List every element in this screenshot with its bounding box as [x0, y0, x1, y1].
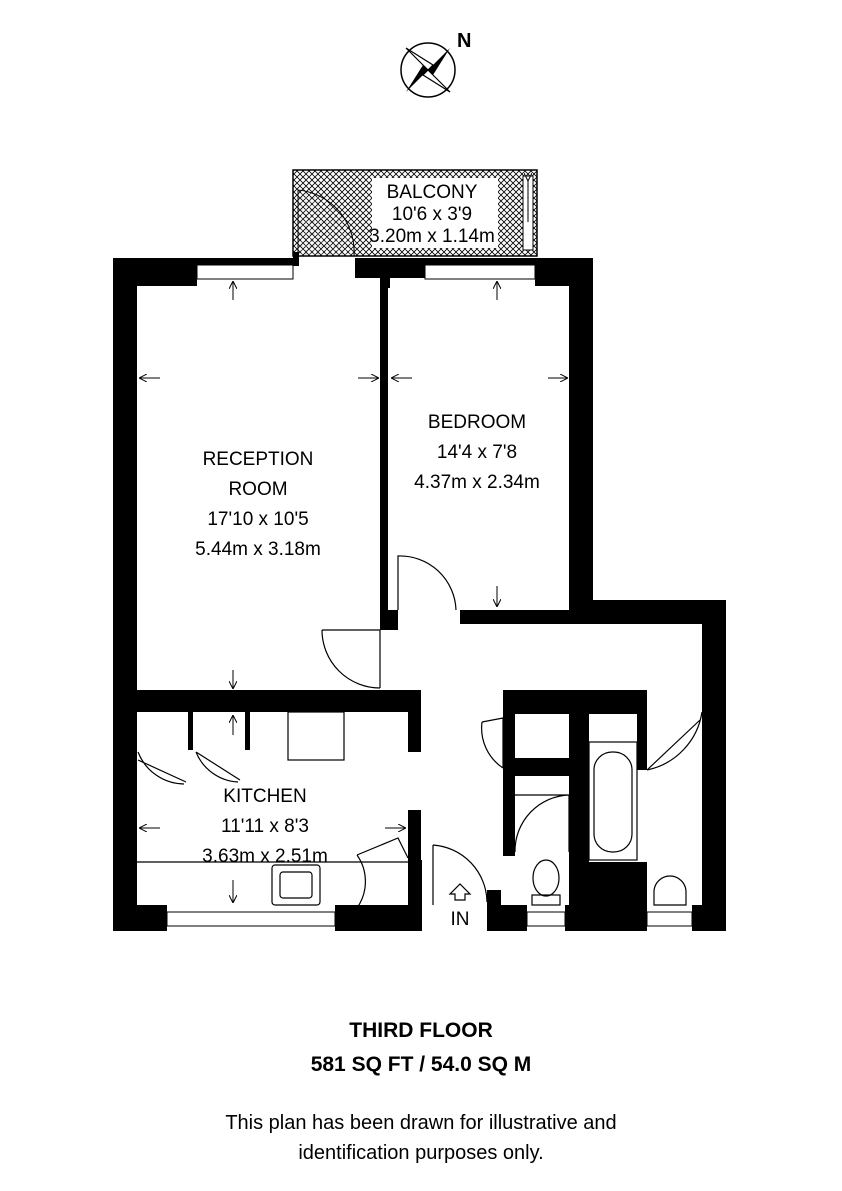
entrance-label: IN — [450, 909, 470, 930]
floor-title: THIRD FLOOR — [349, 1019, 493, 1042]
kitchen-name: KITCHEN — [223, 786, 307, 807]
bedroom-imperial: 14'4 x 7'8 — [436, 442, 518, 463]
balcony-metric: 3.20m x 1.14m — [369, 226, 495, 247]
kitchen-appliance-icon — [288, 712, 344, 760]
kitchen-sink-icon — [272, 865, 320, 905]
disclaimer-line2: identification purposes only. — [298, 1142, 544, 1164]
disclaimer-line1: This plan has been drawn for illustrative and — [225, 1112, 617, 1134]
balcony-imperial: 10'6 x 3'9 — [391, 204, 473, 225]
floor-area: 581 SQ FT / 54.0 SQ M — [310, 1053, 532, 1076]
walls — [113, 252, 726, 931]
dimension-arrows — [140, 282, 567, 902]
bedroom-metric: 4.37m x 2.34m — [414, 472, 540, 493]
bedroom-name: BEDROOM — [427, 412, 527, 433]
kitchen-imperial: 11'11 x 8'3 — [221, 816, 309, 837]
entrance-arrow-icon — [450, 884, 470, 900]
reception-imperial: 17'10 x 10'5 — [207, 509, 309, 530]
reception-name-line1: RECEPTION — [202, 449, 314, 470]
compass-rose-icon — [401, 43, 455, 97]
reception-metric: 5.44m x 3.18m — [195, 539, 321, 560]
kitchen-metric: 3.63m x 2.51m — [202, 846, 328, 867]
balcony-name: BALCONY — [386, 182, 478, 203]
toilet-icon — [533, 860, 559, 896]
basin-icon — [654, 876, 686, 905]
north-label: N — [457, 30, 472, 52]
reception-name-line2: ROOM — [228, 479, 288, 500]
